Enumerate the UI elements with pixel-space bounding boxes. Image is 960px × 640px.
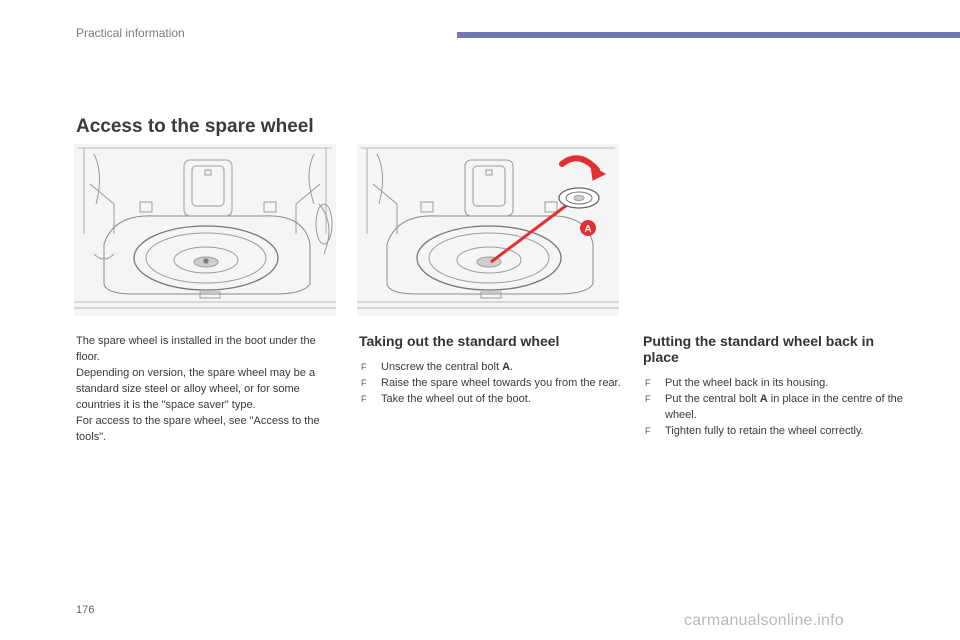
intro-paragraph: For access to the spare wheel, see "Access to the tools". <box>76 415 320 443</box>
list-item: F Tighten fully to retain the wheel correctly. <box>645 425 864 437</box>
intro-paragraph: Depending on version, the spare wheel may be a standard size steel or alloy wheel, or for some countries it is the "space saver" type. <box>76 367 316 411</box>
checkbox-bullet-icon: F <box>361 362 367 372</box>
wheel-removal-illustration <box>357 144 619 316</box>
checkbox-bullet-icon: F <box>645 426 651 436</box>
checkbox-bullet-icon: F <box>361 378 367 388</box>
instruction-list <box>643 375 908 439</box>
boot-spare-wheel-illustration <box>74 144 336 316</box>
taking-out-section <box>359 333 624 407</box>
intro-paragraph: The spare wheel is installed in the boot under the floor. <box>76 335 316 363</box>
instruction-list <box>359 359 624 407</box>
page-title: Access to the spare wheel <box>76 116 314 137</box>
list-item: F Put the wheel back in its housing. <box>645 377 829 389</box>
callout-a: A <box>584 224 592 235</box>
checkbox-bullet-icon: F <box>645 394 651 404</box>
checkbox-bullet-icon: F <box>645 378 651 388</box>
list-item: F Put the central bolt A in place in the centre of the wheel. <box>645 393 903 421</box>
checkbox-bullet-icon: F <box>361 394 367 404</box>
watermark: carmanualsonline.info <box>684 612 844 629</box>
header-bar <box>457 32 960 38</box>
list-item: F Take the wheel out of the boot. <box>361 393 531 405</box>
intro-text <box>76 333 342 445</box>
section-title: Practical information <box>76 26 185 40</box>
putting-back-section <box>643 333 908 439</box>
section-heading: Taking out the standard wheel <box>359 333 560 349</box>
section-heading: Putting the standard wheel back in place <box>643 333 875 365</box>
page-number: 176 <box>76 604 95 616</box>
list-item: F Unscrew the central bolt A. <box>361 361 514 373</box>
list-item: F Raise the spare wheel towards you from the rear. <box>361 377 621 389</box>
